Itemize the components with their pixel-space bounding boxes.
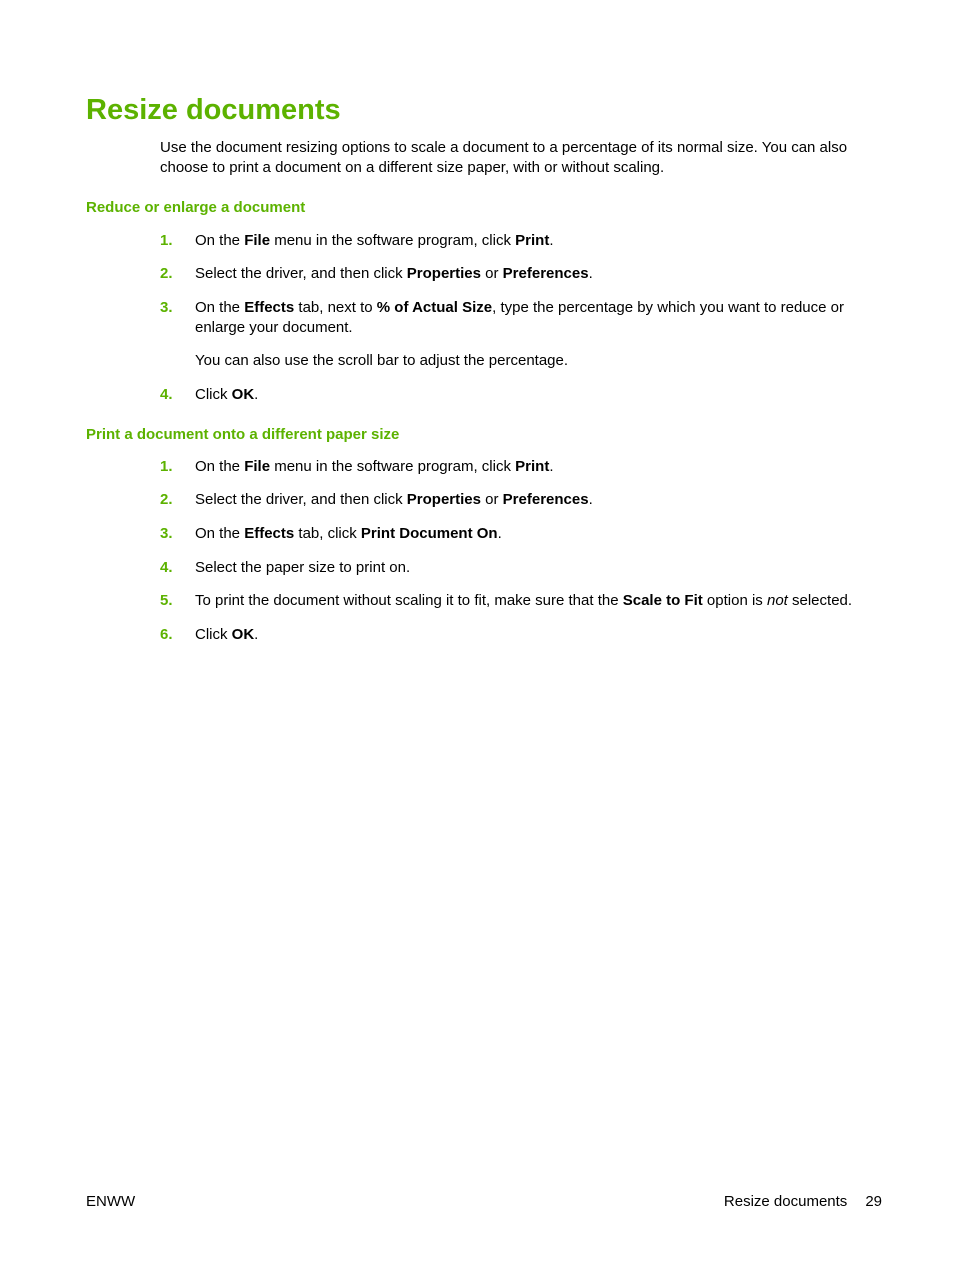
step-number: 2. [160,265,173,282]
step-number: 5. [160,592,173,609]
step-number: 2. [160,491,173,508]
step-text: Select the paper size to print on. [195,559,411,576]
footer-publisher-code: ENWW [86,1193,136,1210]
section-heading-reduce-enlarge: Reduce or enlarge a document [86,199,306,216]
section-heading-different-paper-size: Print a document onto a different paper size [86,426,400,443]
step-number: 3. [160,299,173,316]
intro-paragraph: Use the document resizing options to scale a document to a percentage of its normal size. You can also choose to print a document on a different size paper, with or without scaling. [160,139,848,176]
step-number: 1. [160,232,173,249]
step-text: Click OK. [195,386,259,403]
page-title: Resize documents [86,94,341,126]
step-text: On the Effects tab, click Print Document On. [195,525,502,542]
step-text: On the Effects tab, next to % of Actual Size, type the percentage by which you want to reduce or enlarge your document. [195,299,844,336]
step-text: On the File menu in the software program, click Print. [195,232,554,249]
step-number: 1. [160,458,173,475]
step-number: 3. [160,525,173,542]
step-text: To print the document without scaling it to fit, make sure that the Scale to Fit option is not selected. [195,592,853,609]
step-number: 6. [160,626,173,643]
page-number: 29 [865,1193,882,1210]
step-text: Click OK. [195,626,259,643]
footer-section-title: Resize documents [723,1193,848,1210]
step-text: On the File menu in the software program, click Print. [195,458,554,475]
step-note: You can also use the scroll bar to adjust the percentage. [195,352,569,369]
step-text: Select the driver, and then click Properties or Preferences. [195,491,593,508]
step-text: Select the driver, and then click Properties or Preferences. [195,265,593,282]
footer-page-info [724,1192,882,1212]
step-number: 4. [160,386,173,403]
step-number: 4. [160,559,173,576]
